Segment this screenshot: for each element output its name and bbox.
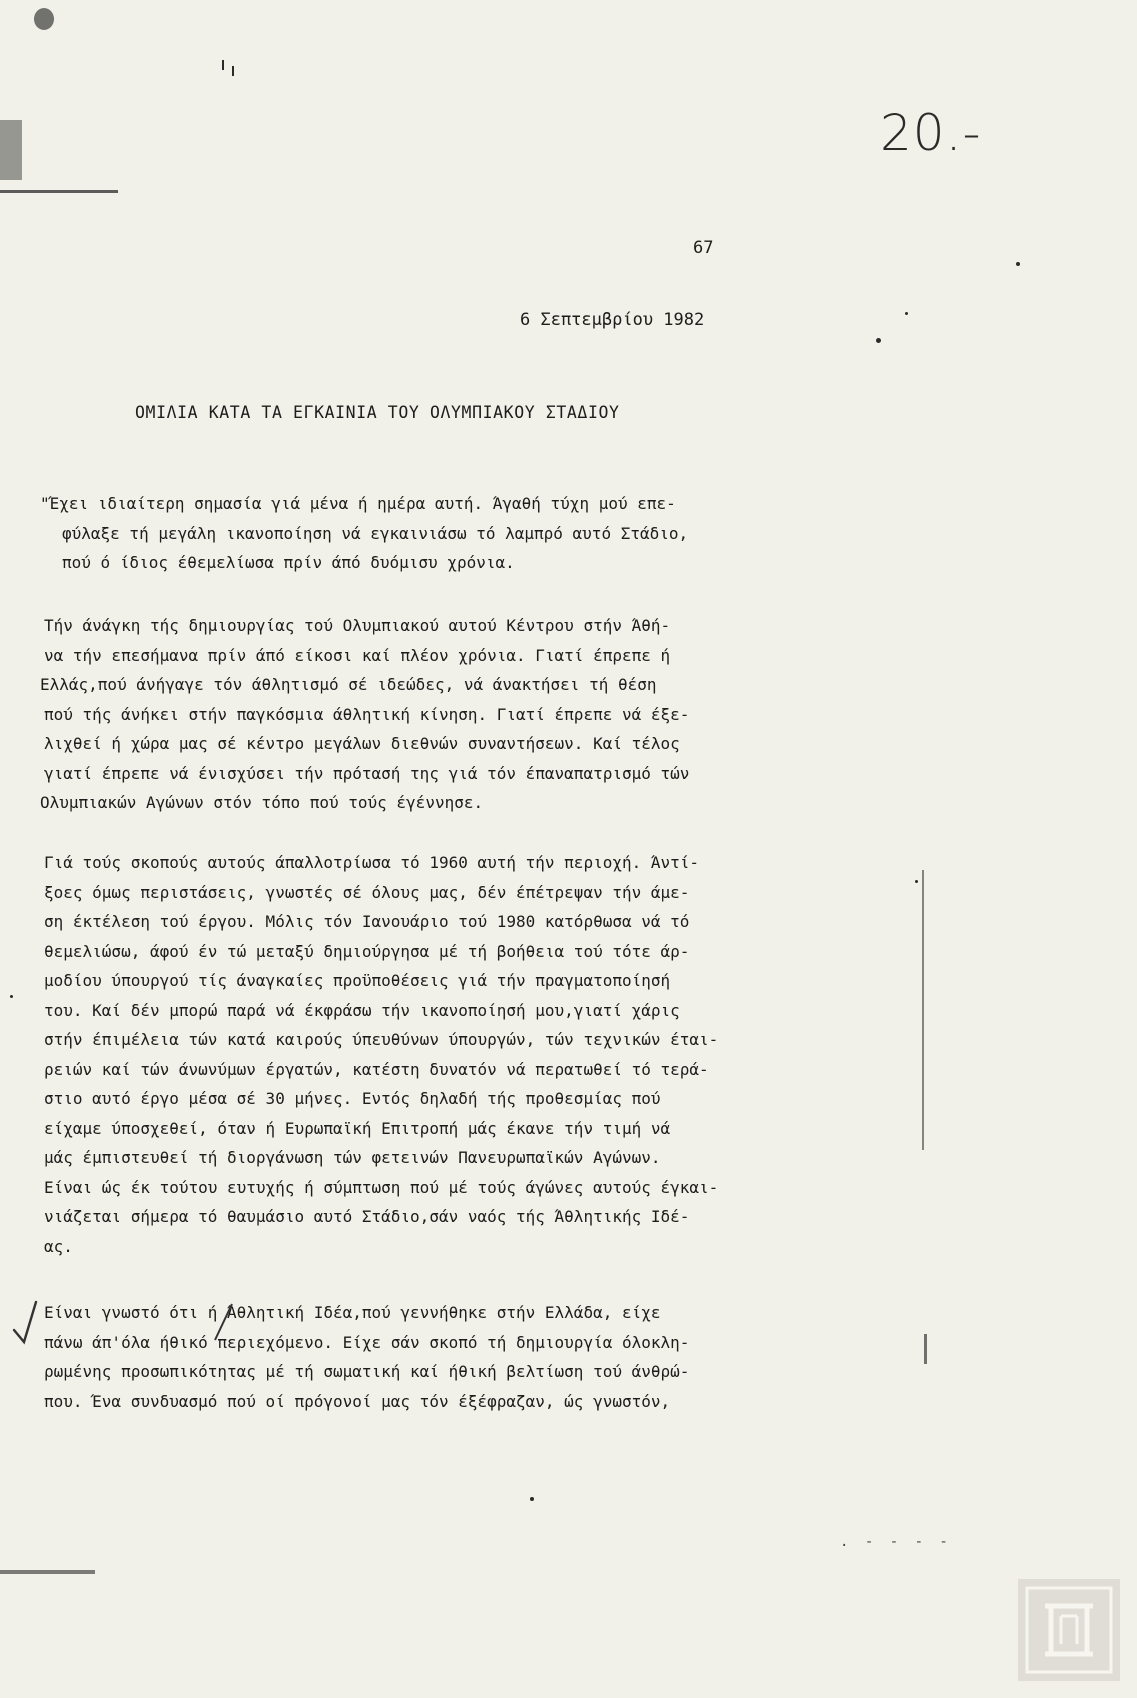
text-line: γιατί έπρεπε νά ένισχύσει τήν πρότασή της γιά τόν έπαναπατρισμό τών [44,763,690,783]
handwritten-page-number: 20.- [880,104,982,162]
text-line: πού ό ίδιος έθεμελίωσα πρίν άπό δυόμισυ χρόνια. [62,553,515,572]
margin-vertical-line [922,870,924,1150]
text-line: Ελλάς,πού άνήγαγε τόν άθλητισμό σέ ιδεώδες, νά άνακτήσει τή θέση [40,675,657,694]
text-line: είχαμε ύποσχεθεί, όταν ή Ευρωπαϊκή Επιτροπή μάς έκανε τήν τιμή νά [44,1118,671,1138]
text-line: νιάζεται σήμερα τό θαυμάσιο αυτό Στάδιο,σάν ναός τής Άθλητικής Ιδέ- [44,1207,690,1226]
margin-dot [10,995,13,998]
text-line: θεμελιώσω, άφού έν τώ μεταξύ δημιούργησα μέ τή βοήθεια τού τότε άρ- [44,941,690,961]
text-line: ση έκτέλεση τού έργου. Μόλις τόν Ιανουάριο τού 1980 κατόρθωσα νά τό [44,912,690,931]
staple-line [0,190,118,193]
text-line: Γιά τούς σκοπούς αυτούς άπαλλοτρίωσα τό 1960 αυτή τήν περιοχή. Άντί- [44,853,700,872]
paragraph-1 [40,489,740,578]
text-line: πού τής άνήκει στήν παγκόσμια άθλητική κίνηση. Γιατί έπρεπε νά έξε- [44,704,690,724]
text-line: ας. [44,1236,73,1256]
text-line: να τήν επεσήμανα πρίν άπό είκοσι καί πλέον χρόνια. Γιατί έπρεπε ή [44,645,671,665]
page-number: 67 [693,238,714,258]
text-line: μοδίου ύπουργού τίς άναγκαίες προϋποθέσεις γιά τήν πραγματοποίησή [44,971,671,990]
text-line: πάνω άπ'όλα ήθικό περιεχόμενο. Είχε σάν σκοπό τή δημιουργία όλοκλη- [44,1332,690,1352]
bottom-right-ticks: . - - - - [840,1534,952,1550]
text-line: του. Καί δέν μπορώ παρά νά έκφράσω τήν ικανοποίησή μου,γιατί χάρις [44,1000,680,1020]
check-mark-icon [10,1296,70,1348]
text-line: Είναι γνωστό ότι ή Άθλητική Ιδέα,πού γεννήθηκε στήν Ελλάδα, είχε [44,1303,661,1322]
speech-title: ΟΜΙΛΙΑ ΚΑΤΑ ΤΑ ΕΓΚΑΙΝΙΑ ΤΟΥ ΟΛΥΜΠΙΑΚΟΥ ΣΤΑΔΙΟΥ [135,403,620,422]
staple-edge [0,120,22,180]
margin-dot [1016,262,1020,266]
text-line: ξοες όμως περιστάσεις, γνωστές σέ όλους μας, δέν έπέτρεψαν τήν άμε- [44,882,690,902]
document-date: 6 Σεπτεμβρίου 1982 [520,310,705,330]
paragraph-3 [40,848,740,1261]
text-line: στήν έπιμέλεια τών κατά καιρούς ύπευθύνων ύπουργών, τών τεχνικών έται- [44,1030,719,1049]
text-line: λιχθεί ή χώρα μας σέ κέντρο μεγάλων διεθνών συναντήσεων. Καί τέλος [44,734,680,753]
text-line: μάς έμπιστευθεί τή διοργάνωση τών φετεινών Πανευρωπαϊκών Αγώνων. [44,1148,661,1167]
bottom-left-scan-line [0,1570,95,1574]
margin-dot [876,338,881,343]
text-line: Τήν άνάγκη τής δημιουργίας τού Ολυμπιακού αυτού Κέντρου στήν Άθή- [44,616,671,635]
slash-mark-icon [212,1302,234,1342]
text-line: Ολυμπιακών Αγώνων στόν τόπο πού τούς έγέννησε. [40,793,484,812]
text-line: "Έχει ιδιαίτερη σημασία γιά μένα ή ημέρα αυτή. Άγαθή τύχη μού επε- [40,494,676,513]
text-line: που. Ένα συνδυασμό πού οί πρόγονοί μας τόν έξέφραζαν, ώς γνωστόν, [44,1391,671,1411]
text-line: ρωμένης προσωπικότητας μέ τή σωματική καί ήθική βελτίωση τού άνθρώ- [44,1362,690,1381]
margin-dot [915,880,918,883]
paragraph-2 [40,611,740,818]
text-line: φύλαξε τή μεγάλη ικανοποίηση νά εγκαινιάσω τό λαμπρό αυτό Στάδιο, [62,523,689,543]
margin-dot [530,1497,534,1501]
margin-dot [905,312,908,315]
scan-smudge [34,8,54,30]
scan-mark [232,66,234,76]
paragraph-4 [40,1298,740,1416]
text-line: ρειών καί τών άνωνύμων έργατών, κατέστη δυνατόν νά περατωθεί τό τερά- [44,1059,709,1079]
text-line: Είναι ώς έκ τούτου ευτυχής ή σύμπτωση πού μέ τούς άγώνες αυτούς έγκαι- [44,1177,719,1197]
archive-seal-logo-icon [1017,1578,1121,1682]
text-line: στιο αυτό έργο μέσα σέ 30 μήνες. Εντός δηλαδή τής προθεσμίας πού [44,1089,661,1108]
margin-dot [924,1334,927,1364]
scan-mark [222,60,224,70]
